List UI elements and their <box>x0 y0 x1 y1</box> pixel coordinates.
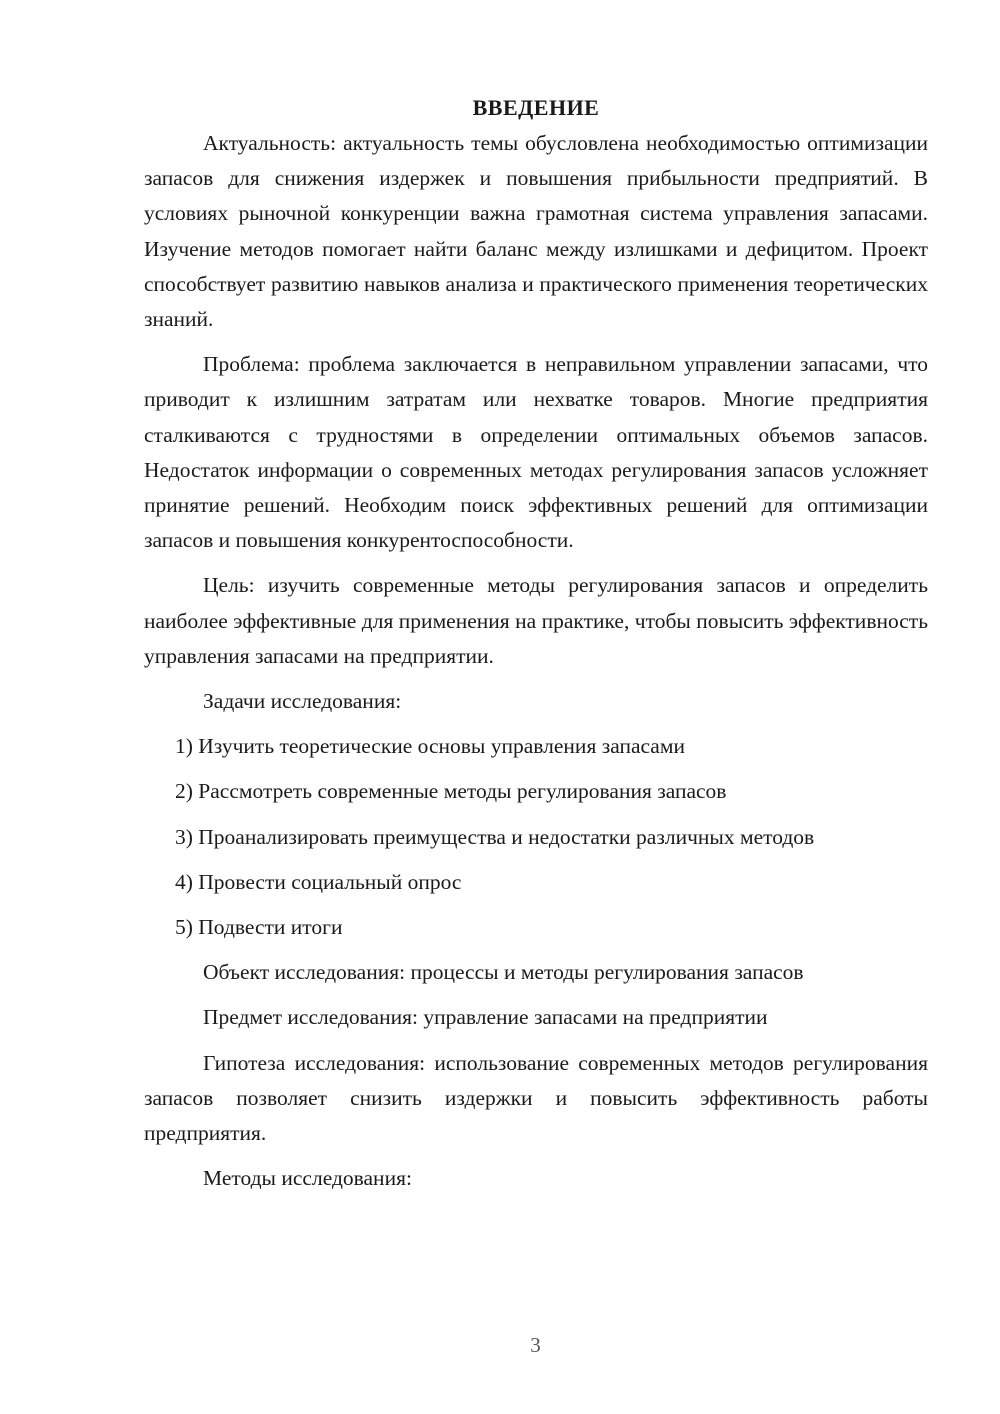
problem-paragraph: Проблема: проблема заключается в неправильном управлении запасами, что приводит к излишним затратам или нехватке товаров. Многие предприятия сталкиваются с трудностями в определении оптимальных объемов запасов. Недостаток информации о современных методах регулирования запасов усложняет принятие решений. Необходим поиск эффективных решений для оптимизации запасов и повышения конкурентоспособности. <box>144 352 928 553</box>
relevance-paragraph: Актуальность: актуальность темы обусловлена необходимостью оптимизации запасов для снижения издержек и повышения прибыльности предприятий. В условиях рыночной конкуренции важна грамотная система управления запасами. Изучение методов помогает найти баланс между излишками и дефицитом. Проект способствует развитию навыков анализа и практического применения теоретических знаний. <box>144 131 928 332</box>
section-heading: ВВЕДЕНИЕ <box>472 95 600 120</box>
goal-paragraph: Цель: изучить современные методы регулирования запасов и определить наиболее эффективные для применения на практике, чтобы повысить эффективность управления запасами на предприятии. <box>144 573 928 668</box>
hypothesis-paragraph: Гипотеза исследования: использование современных методов регулирования запасов позволяет снизить издержки и повысить эффективность работы предприятия. <box>144 1050 928 1146</box>
subject-paragraph: Предмет исследования: управление запасами на предприятии <box>203 1005 768 1030</box>
list-item: 3) Проанализировать преимущества и недостатки различных методов <box>175 824 815 849</box>
page-number: 3 <box>530 1333 541 1357</box>
list-item: 2) Рассмотреть современные методы регулирования запасов <box>175 779 727 804</box>
list-item: 5) Подвести итоги <box>175 915 343 940</box>
methods-title: Методы исследования: <box>203 1166 412 1191</box>
list-item: 1) Изучить теоретические основы управления запасами <box>175 734 685 759</box>
document-page <box>144 92 928 1206</box>
tasks-list <box>144 729 928 945</box>
tasks-title: Задачи исследования: <box>203 689 402 714</box>
object-paragraph: Объект исследования: процессы и методы регулирования запасов <box>203 960 804 985</box>
list-item: 4) Провести социальный опрос <box>175 869 462 894</box>
